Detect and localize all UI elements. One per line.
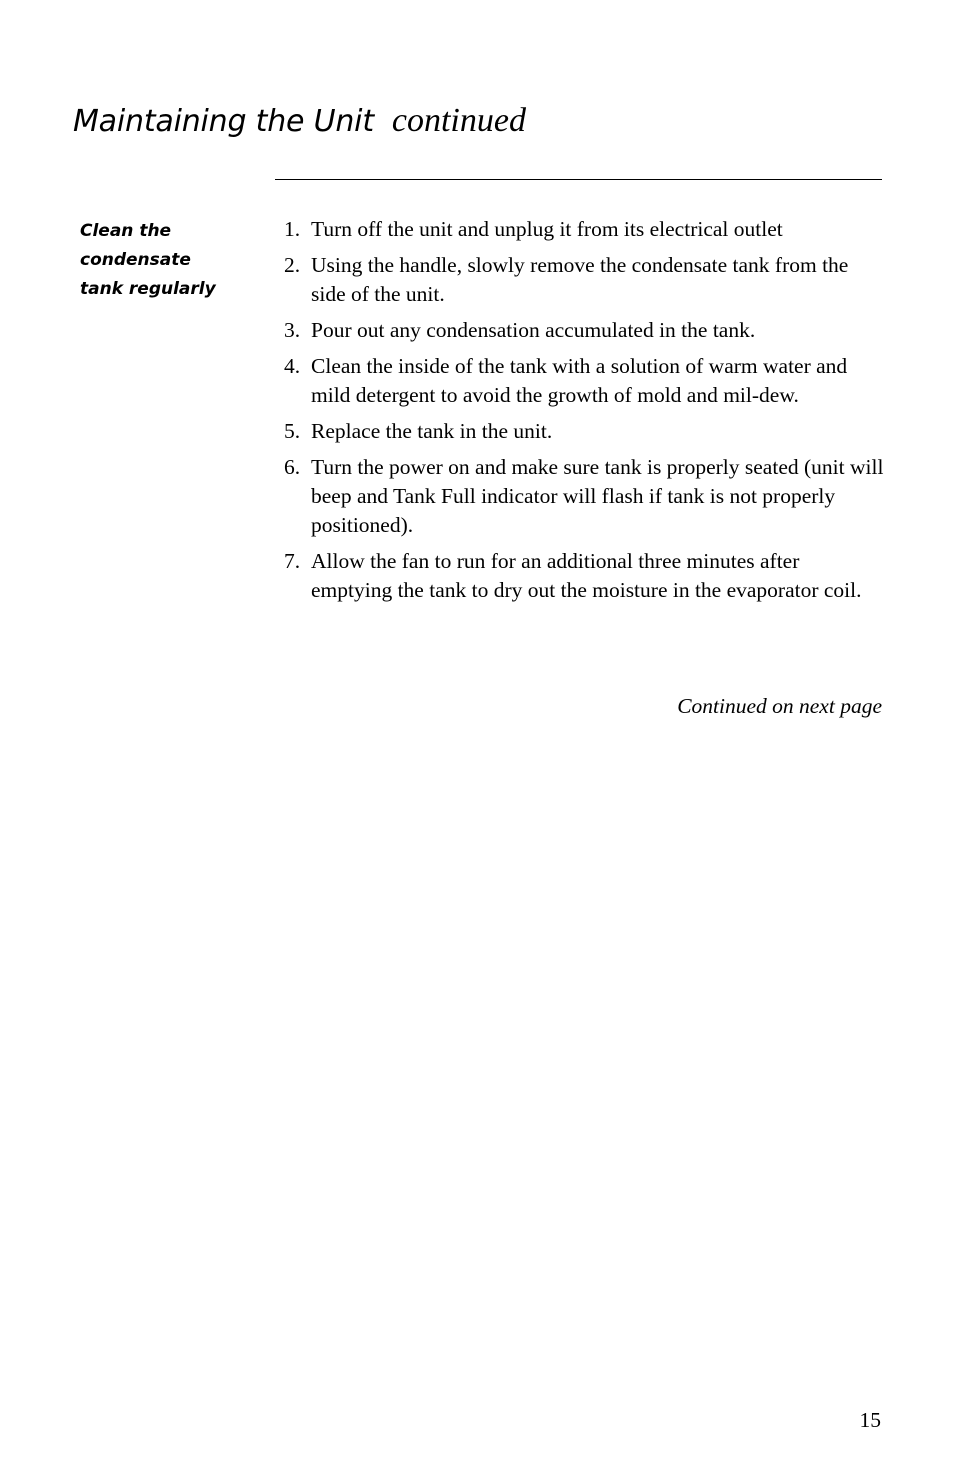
- step-text: Pour out any condensation accumulated in the tank.: [311, 318, 756, 342]
- step-number: 7.: [284, 549, 301, 573]
- page-number: 15: [859, 1408, 881, 1432]
- section-heading-line: Clean the: [80, 221, 172, 241]
- continued-note: Continued on next page: [677, 694, 882, 718]
- step-item: [284, 547, 884, 605]
- page-title-continued: continued: [391, 102, 526, 139]
- step-number: 2.: [284, 253, 301, 277]
- page-title: [73, 104, 526, 138]
- step-number: 4.: [284, 354, 301, 378]
- step-number: 1.: [284, 217, 301, 241]
- step-number: 3.: [284, 318, 301, 342]
- page-title-main: Maintaining the Unit: [73, 104, 374, 139]
- step-item: [284, 215, 884, 244]
- step-item: [284, 251, 884, 309]
- section-heading: [80, 217, 255, 304]
- step-text: Using the handle, slowly remove the condensate tank from the side of the unit.: [311, 253, 849, 306]
- step-text: Allow the fan to run for an additional three minutes after emptying the tank to dry out the moisture in the evaporator coil.: [311, 549, 862, 602]
- section-heading-line: tank regularly: [80, 279, 216, 299]
- step-item: [284, 417, 884, 446]
- section-divider: [275, 179, 882, 180]
- step-item: [284, 453, 884, 540]
- step-item: [284, 316, 884, 345]
- step-text: Turn off the unit and unplug it from its electrical outlet: [311, 217, 783, 241]
- section-heading-line: condensate: [80, 250, 191, 270]
- step-item: [284, 352, 884, 410]
- step-number: 5.: [284, 419, 301, 443]
- step-text: Replace the tank in the unit.: [311, 419, 553, 443]
- steps-list: [284, 215, 884, 612]
- step-text: Turn the power on and make sure tank is properly seated (unit will beep and Tank Full indicator will flash if tank is not properly positioned).: [311, 455, 884, 537]
- step-text: Clean the inside of the tank with a solution of warm water and mild detergent to avoid the growth of mold and mil-dew.: [311, 354, 848, 407]
- step-number: 6.: [284, 455, 301, 479]
